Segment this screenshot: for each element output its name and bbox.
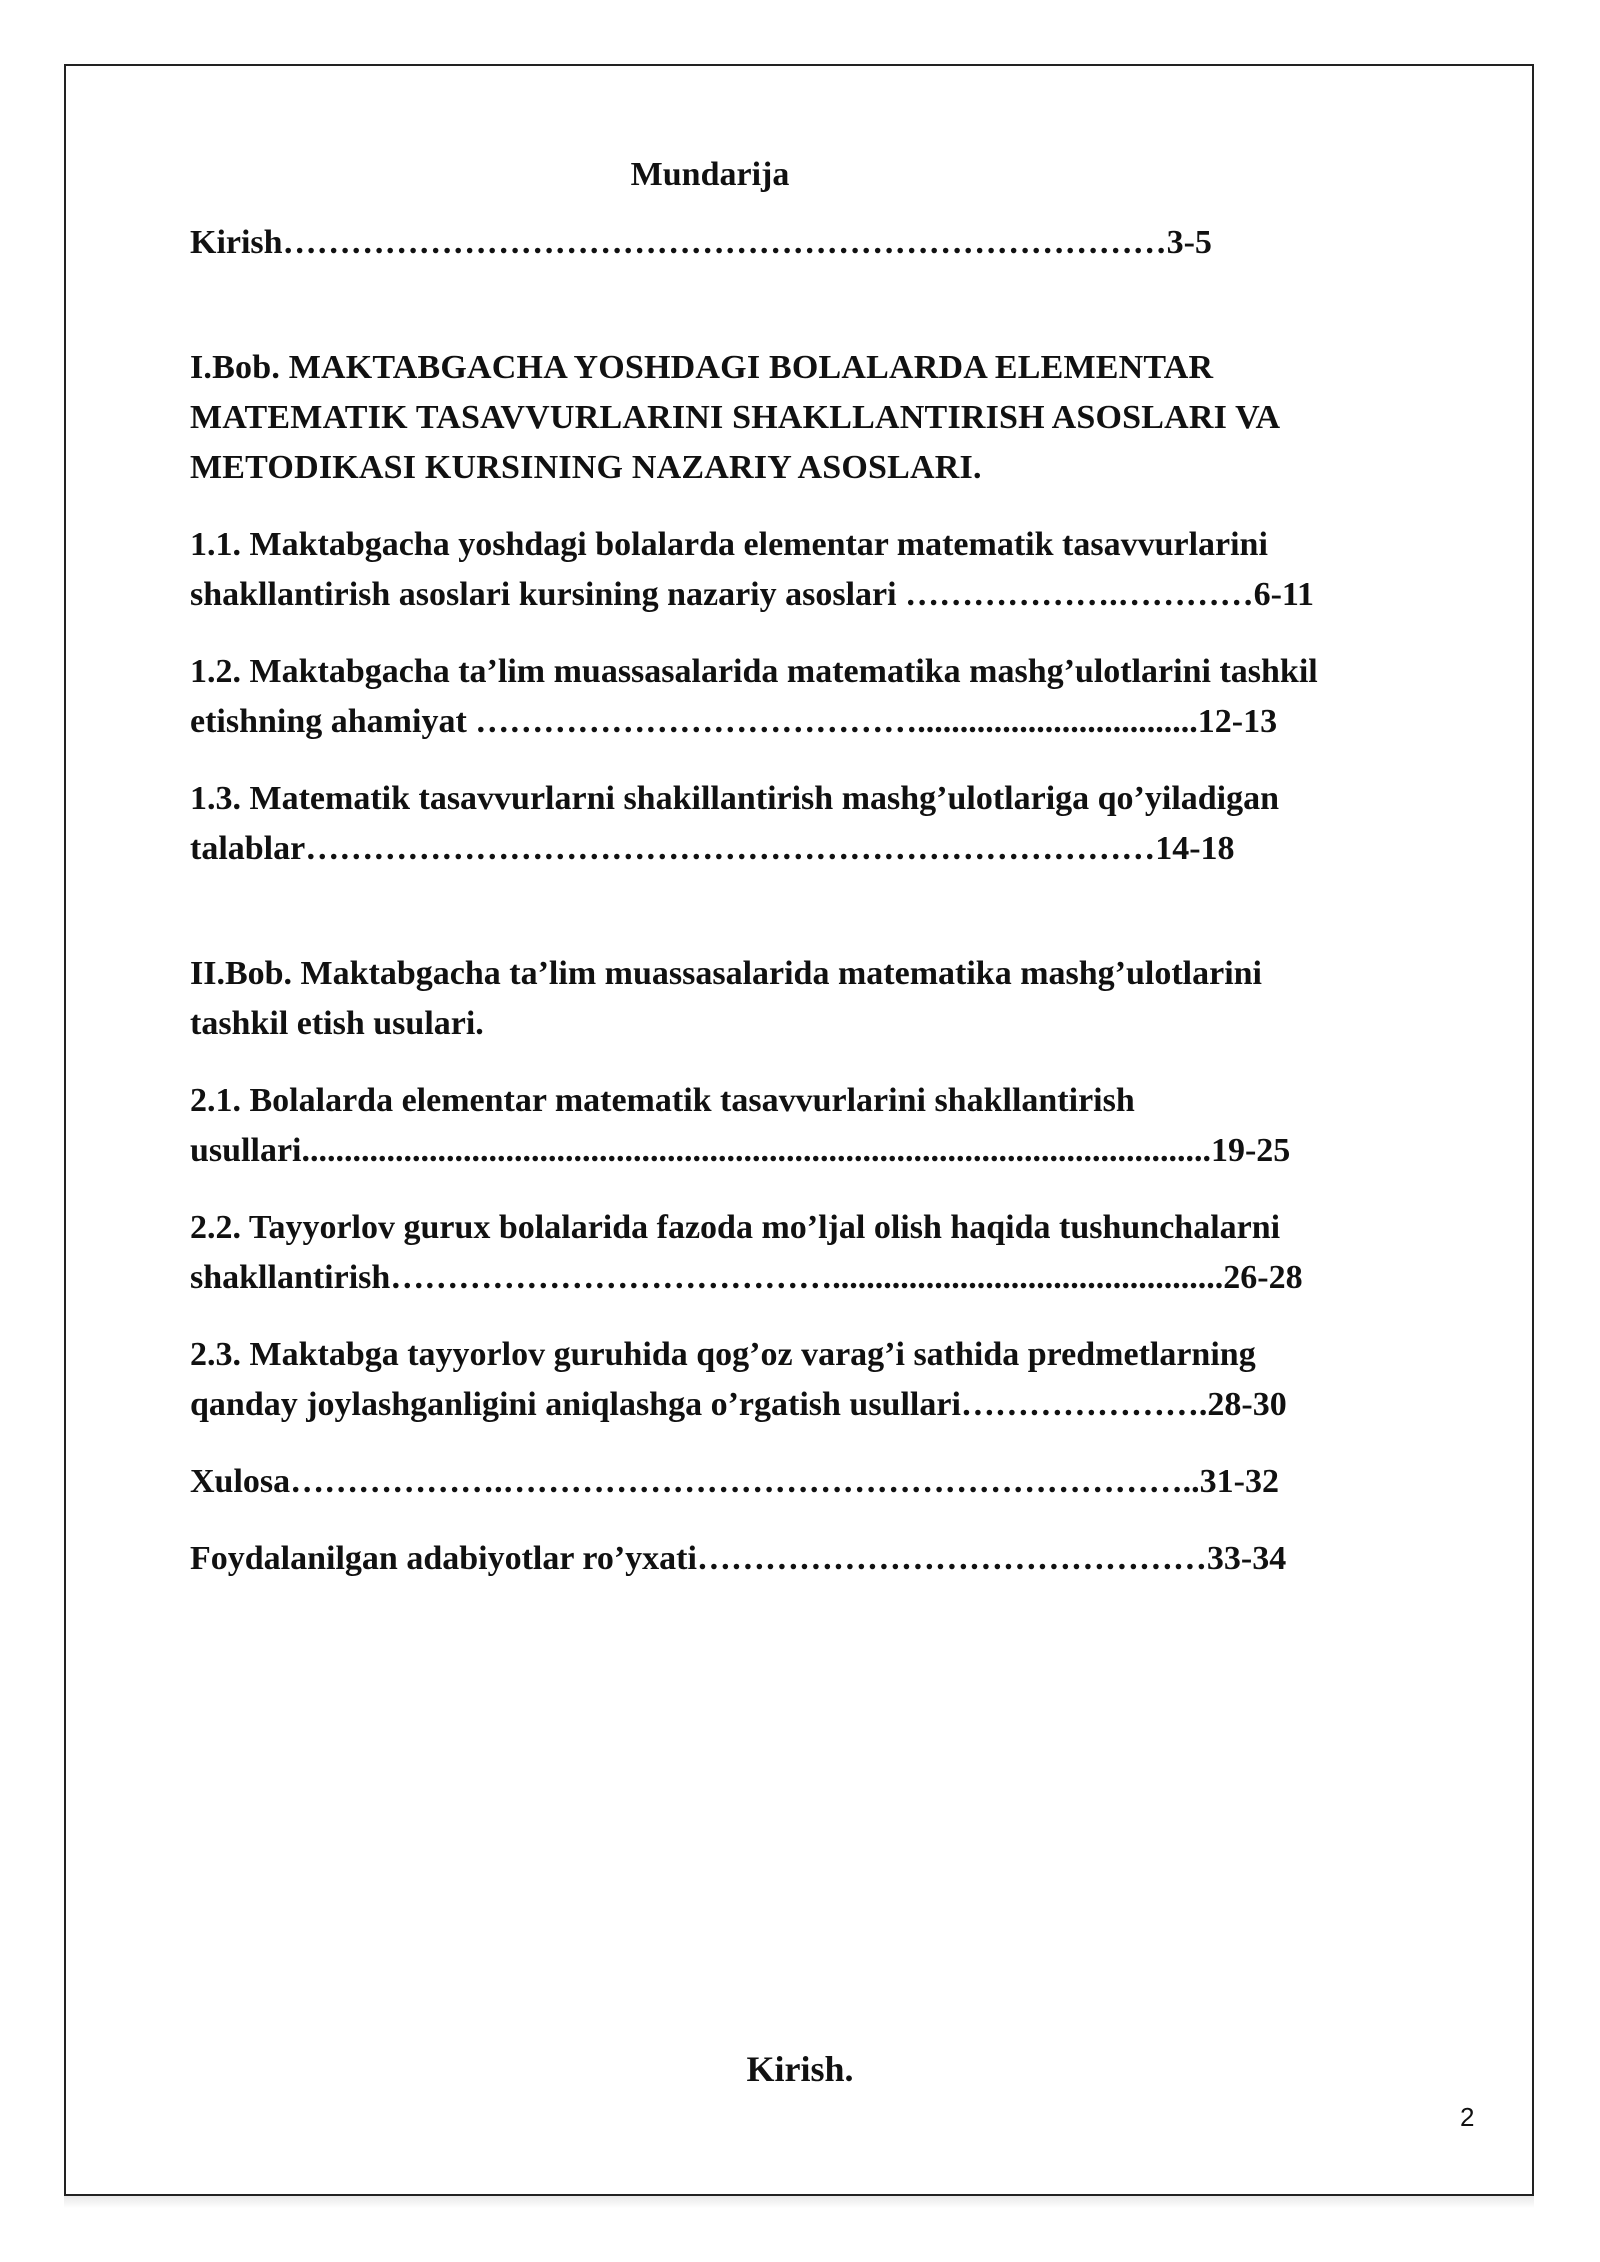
- toc-entry-intro: [190, 218, 1490, 268]
- toc-entry-line: Kirish……………………………………………………………………3-5: [190, 224, 1212, 261]
- chapter-heading-line: METODIKASI KURSINING NAZARIY ASOSLARI.: [190, 449, 982, 486]
- toc-title: Mundarija: [630, 156, 790, 193]
- chapter-heading-line: I.Bob. MAKTABGACHA YOSHDAGI BOLALARDA ELEMENTAR: [190, 349, 1214, 386]
- toc-entry-line: usullari...........................................................................................................19-25: [190, 1132, 1291, 1169]
- chapter-heading-line: tashkil etish usulari.: [190, 1005, 484, 1042]
- page-number: 2: [1460, 2102, 1475, 2132]
- toc-entry-line: Xulosa……………….……………………………………………………..31-32: [190, 1463, 1279, 1500]
- toc-entry-1-3: [190, 774, 1490, 874]
- next-section-heading: Kirish.: [746, 2049, 854, 2089]
- table-of-contents: [190, 150, 1490, 1611]
- toc-entry-line: etishning ahamiyat ………………………………….................................12-13: [190, 703, 1278, 740]
- toc-entry-line: 1.1. Maktabgacha yoshdagi bolalarda elementar matematik tasavvurlarini: [190, 526, 1268, 563]
- toc-entry-line: talablar…………………………………………………………………14-18: [190, 830, 1235, 867]
- page-shadow: [64, 2196, 1534, 2208]
- chapter-1-heading: [190, 343, 1490, 493]
- toc-entry-2-3: [190, 1330, 1490, 1430]
- chapter-2-heading: [190, 949, 1490, 1049]
- toc-entry-1-1: [190, 520, 1490, 620]
- toc-entry-references: [190, 1534, 1490, 1584]
- toc-entry-1-2: [190, 647, 1490, 747]
- toc-entry-line: 2.1. Bolalarda elementar matematik tasavvurlarini shakllantirish: [190, 1082, 1135, 1119]
- toc-entry-2-2: [190, 1203, 1490, 1303]
- chapter-heading-line: II.Bob. Maktabgacha ta’lim muassasalarida matematika mashg’ulotlarini: [190, 955, 1262, 992]
- toc-entry-conclusion: [190, 1457, 1490, 1507]
- toc-entry-line: 1.3. Matematik tasavvurlarni shakillantirish mashg’ulotlariga qo’yiladigan: [190, 780, 1280, 817]
- toc-entry-line: 1.2. Maktabgacha ta’lim muassasalarida matematika mashg’ulotlarini tashkil: [190, 653, 1318, 690]
- toc-entry-line: 2.2. Tayyorlov gurux bolalarida fazoda mo’ljal olish haqida tushunchalarni: [190, 1209, 1281, 1246]
- toc-entry-line: shakllantirish asoslari kursining nazariy asoslari ……………….…………6-11: [190, 576, 1315, 613]
- toc-entry-line: Foydalanilgan adabiyotlar ro’yxati………………………………………33-34: [190, 1540, 1287, 1577]
- toc-entry-line: qanday joylashganligini aniqlashga o’rgatish usullari………………….28-30: [190, 1386, 1287, 1423]
- toc-entry-line: 2.3. Maktabga tayyorlov guruhida qog’oz varag’i sathida predmetlarning: [190, 1336, 1256, 1373]
- toc-entry-line: shakllantirish…………………………………..............................................26-28: [190, 1259, 1303, 1296]
- toc-entry-2-1: [190, 1076, 1490, 1176]
- chapter-heading-line: MATEMATIK TASAVVURLARINI SHAKLLANTIRISH ASOSLARI VA: [190, 399, 1281, 436]
